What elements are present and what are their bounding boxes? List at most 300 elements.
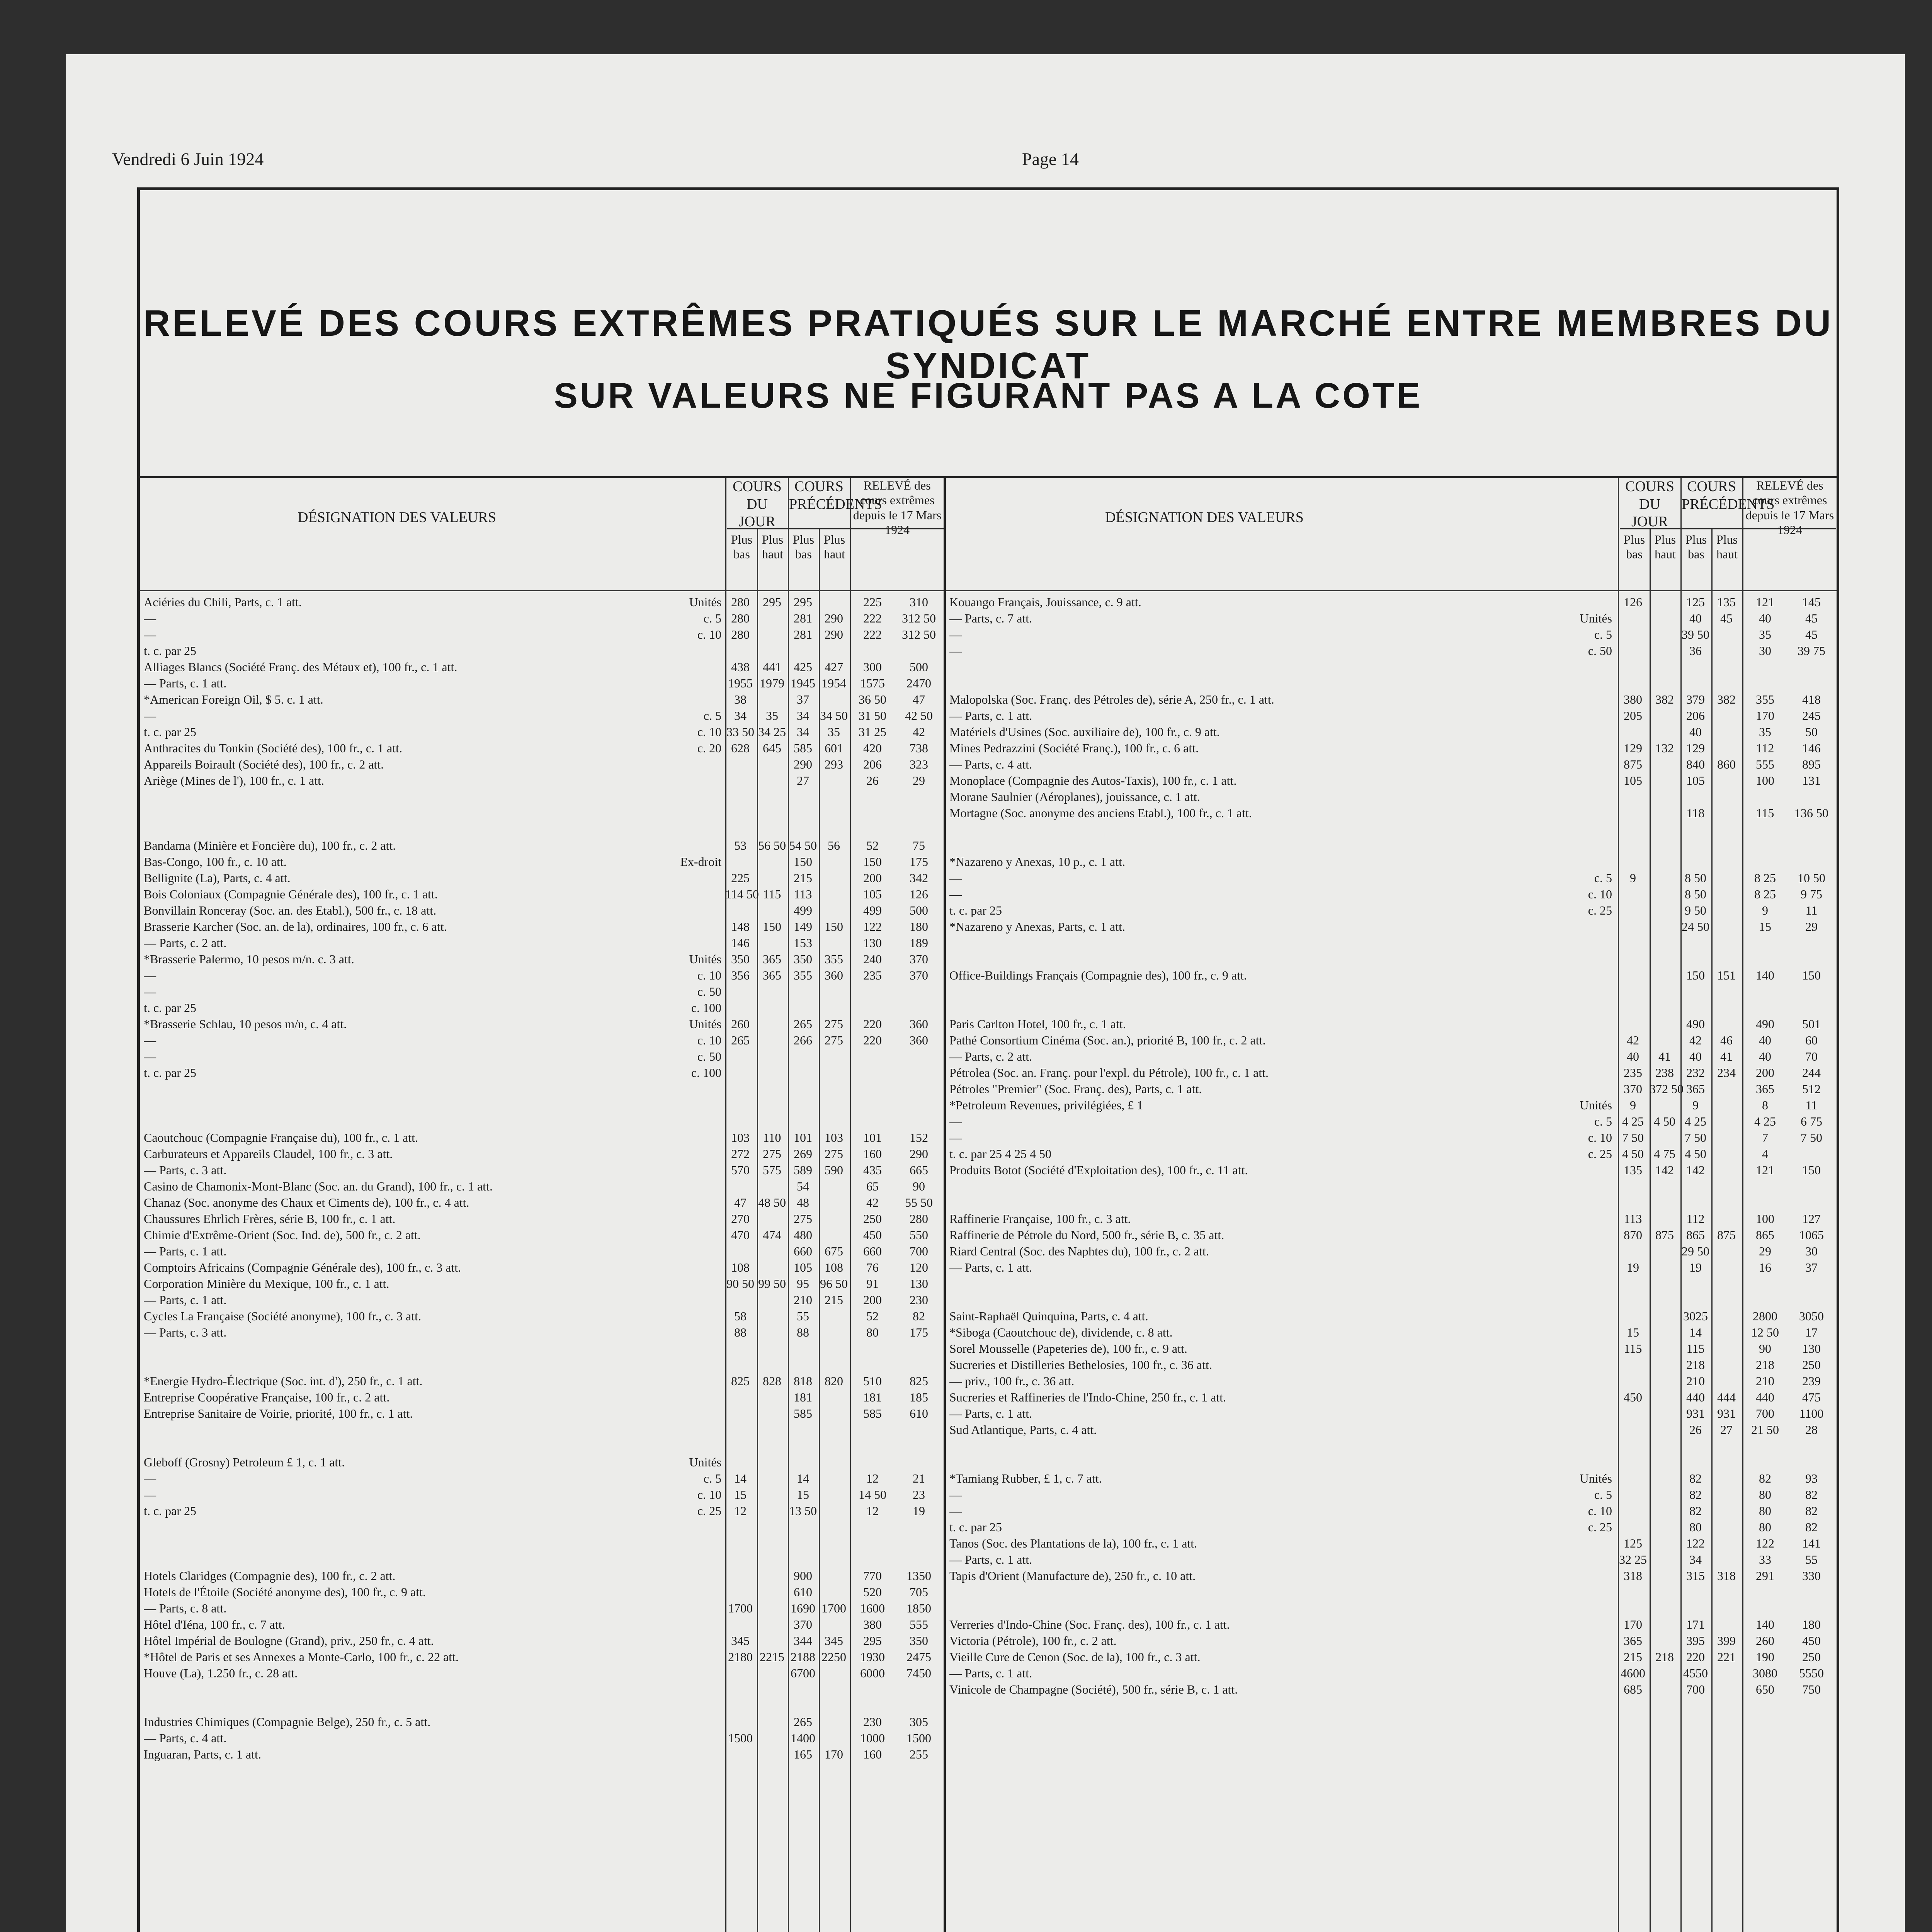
cours-jour-bas: 15 — [1627, 1325, 1639, 1339]
table-row — [144, 1162, 940, 1178]
cours-jour-header-right: COURS DU JOUR — [1625, 478, 1674, 530]
table-row — [144, 675, 940, 691]
table-row — [144, 935, 940, 951]
releve-bas: 121 — [1756, 595, 1774, 609]
cours-prec-bas: 142 — [1686, 1163, 1705, 1177]
releve-bas: 499 — [863, 903, 882, 917]
releve-bas: 200 — [863, 871, 882, 885]
cours-jour-bas: 2180 — [728, 1650, 753, 1664]
releve-haut: 130 — [910, 1277, 928, 1291]
table-row — [949, 1357, 1834, 1373]
table-row — [144, 1048, 940, 1065]
table-row — [144, 1649, 940, 1665]
table-row — [144, 1405, 940, 1422]
cours-prec-bas: 40 — [1689, 725, 1702, 739]
security-name: Sucreries et Distilleries Bethelosies, 100 fr., c. 36 att. — [949, 1358, 1212, 1372]
table-row — [144, 1243, 940, 1259]
releve-haut: 28 — [1805, 1423, 1818, 1437]
releve-haut: 750 — [1802, 1682, 1821, 1696]
cours-jour-haut: 372 50 — [1650, 1082, 1684, 1096]
security-name: Pétrolea (Soc. an. Franç. pour l'expl. du Pétrole), 100 fr., c. 1 att. — [949, 1066, 1269, 1080]
releve-bas: 190 — [1756, 1650, 1774, 1664]
security-name: Carburateurs et Appareils Claudel, 100 fr., c. 3 att. — [144, 1147, 393, 1161]
security-name: *American Foreign Oil, $ 5. c. 1 att. — [144, 692, 323, 706]
cours-prec-bas: 589 — [794, 1163, 812, 1177]
cours-jour-bas: 350 — [731, 952, 750, 966]
table-row — [949, 610, 1834, 626]
security-name: Hotels de l'Étoile (Société anonyme des), 100 fr., c. 9 att. — [144, 1585, 426, 1599]
designation-header-right: DÉSIGNATION DES VALEURS — [1105, 509, 1304, 526]
cours-jour-bas: 135 — [1624, 1163, 1642, 1177]
lot-unit: c. 5 — [703, 1471, 721, 1485]
table-row — [144, 805, 940, 821]
table-row — [949, 626, 1834, 643]
table-row — [949, 1438, 1834, 1454]
releve-haut: 290 — [910, 1147, 928, 1161]
cours-jour-bas: 215 — [1624, 1650, 1642, 1664]
security-name: Chaussures Ehrlich Frères, série B, 100 fr., c. 1 att. — [144, 1212, 396, 1226]
cours-prec-bas: 266 — [794, 1033, 812, 1047]
plus-haut-header: Plus haut — [823, 532, 845, 561]
security-name: — Parts, c. 3 att. — [144, 1325, 227, 1339]
plus-bas-header: Plus bas — [1685, 532, 1707, 561]
security-name: Bellignite (La), Parts, c. 4 att. — [144, 871, 291, 885]
center-rule — [944, 478, 946, 1932]
security-name: — — [144, 1488, 156, 1502]
table-row — [949, 659, 1834, 675]
cours-jour-haut: 56 50 — [758, 838, 786, 852]
releve-bas: 1575 — [860, 676, 885, 690]
cours-prec-bas: 9 50 — [1685, 903, 1706, 917]
releve-bas: 222 — [863, 611, 882, 625]
cours-prec-haut: 275 — [825, 1033, 843, 1047]
releve-bas: 440 — [1756, 1390, 1774, 1404]
releve-bas: 65 — [866, 1179, 879, 1193]
cours-prec-bas: 2188 — [791, 1650, 815, 1664]
releve-bas: 36 50 — [859, 692, 886, 706]
cours-prec-bas: 8 50 — [1685, 887, 1706, 901]
releve-haut: 75 — [913, 838, 925, 852]
lot-unit: Unités — [689, 952, 721, 966]
releve-haut: 475 — [1802, 1390, 1821, 1404]
table-row — [144, 1681, 940, 1697]
table-row — [949, 1146, 1834, 1162]
cours-prec-haut: 151 — [1717, 968, 1736, 982]
table-row — [949, 789, 1834, 805]
security-name: *Tamiang Rubber, £ 1, c. 7 att. — [949, 1471, 1102, 1485]
releve-bas: 100 — [1756, 1212, 1774, 1226]
releve-bas: 140 — [1756, 1617, 1774, 1631]
cours-prec-bas: 118 — [1686, 806, 1705, 820]
cours-prec-bas: 931 — [1686, 1406, 1705, 1420]
cours-prec-haut: 427 — [825, 660, 843, 674]
releve-bas: 40 — [1759, 611, 1771, 625]
table-row — [949, 1633, 1834, 1649]
security-name: t. c. par 25 — [144, 1504, 196, 1518]
security-name: t. c. par 25 — [949, 903, 1002, 917]
releve-bas: 91 — [866, 1277, 879, 1291]
lot-unit: c. 100 — [691, 1001, 721, 1015]
table-row — [144, 854, 940, 870]
cours-prec-bas: 215 — [794, 871, 812, 885]
releve-haut: 280 — [910, 1212, 928, 1226]
cours-prec-haut: 290 — [825, 628, 843, 641]
cours-prec-haut: 170 — [825, 1747, 843, 1761]
cours-prec-bas: 480 — [794, 1228, 812, 1242]
security-name: *Nazareno y Anexas, Parts, c. 1 att. — [949, 920, 1125, 934]
table-row — [144, 756, 940, 772]
releve-bas: 101 — [863, 1131, 882, 1145]
cours-jour-bas: 9 — [1630, 871, 1636, 885]
security-name: Pétroles "Premier" (Soc. Franç. des), Parts, c. 1 att. — [949, 1082, 1202, 1096]
releve-bas: 76 — [866, 1260, 879, 1274]
security-name: *Brasserie Schlau, 10 pesos m/n, c. 4 att. — [144, 1017, 347, 1031]
releve-haut: 255 — [910, 1747, 928, 1761]
cours-jour-bas: 113 — [1624, 1212, 1642, 1226]
cours-jour-bas: 280 — [731, 611, 750, 625]
cours-prec-bas: 4 25 — [1685, 1114, 1706, 1128]
releve-haut: 175 — [910, 855, 928, 869]
cours-jour-haut: 99 50 — [758, 1277, 786, 1291]
releve-haut: 1850 — [906, 1601, 931, 1615]
cours-prec-bas: 315 — [1686, 1569, 1705, 1583]
cours-jour-bas: 103 — [731, 1131, 750, 1145]
releve-haut: 145 — [1802, 595, 1821, 609]
security-name: *Nazareno y Anexas, 10 p., c. 1 att. — [949, 855, 1125, 869]
security-name: Malopolska (Soc. Franç. des Pétroles de), série A, 250 fr., c. 1 att. — [949, 692, 1274, 706]
table-row — [144, 1000, 940, 1016]
releve-bas: 80 — [1759, 1488, 1771, 1502]
cours-prec-bas: 37 — [797, 692, 809, 706]
cours-jour-bas: 450 — [1624, 1390, 1642, 1404]
table-row — [144, 1503, 940, 1519]
security-name: — Parts, c. 1 att. — [144, 676, 227, 690]
cours-prec-bas: 210 — [794, 1293, 812, 1307]
cours-jour-bas: 870 — [1624, 1228, 1642, 1242]
cours-prec-haut: 56 — [828, 838, 840, 852]
releve-haut: 93 — [1805, 1471, 1818, 1485]
cours-jour-bas: 88 — [734, 1325, 747, 1339]
releve-bas: 160 — [863, 1747, 882, 1761]
cours-prec-bas: 610 — [794, 1585, 812, 1599]
cours-prec-haut: 860 — [1717, 757, 1736, 771]
cours-prec-bas: 350 — [794, 952, 812, 966]
releve-bas: 121 — [1756, 1163, 1774, 1177]
table-row — [144, 837, 940, 854]
releve-bas: 365 — [1756, 1082, 1774, 1096]
releve-bas: 260 — [1756, 1634, 1774, 1648]
security-name: — — [144, 1049, 156, 1063]
releve-haut: 10 50 — [1798, 871, 1825, 885]
cours-jour-bas: 148 — [731, 920, 750, 934]
table-row — [949, 1178, 1834, 1194]
releve-bas: 12 — [866, 1471, 879, 1485]
cours-jour-haut: 365 — [763, 968, 781, 982]
security-name: *Brasserie Palermo, 10 pesos m/n. c. 3 att. — [144, 952, 354, 966]
cours-prec-bas: 27 — [797, 774, 809, 787]
releve-bas: 9 — [1762, 903, 1768, 917]
cours-prec-bas: 34 — [1689, 1553, 1702, 1566]
cours-prec-bas: 281 — [794, 611, 812, 625]
lot-unit: c. 5 — [1594, 871, 1612, 885]
releve-haut: 11 — [1805, 903, 1818, 917]
cours-prec-bas: 181 — [794, 1390, 812, 1404]
security-name: Tapis d'Orient (Manufacture de), 250 fr., c. 10 att. — [949, 1569, 1196, 1583]
cours-jour-bas: 825 — [731, 1374, 750, 1388]
cours-jour-haut: 4 75 — [1654, 1147, 1675, 1161]
cours-jour-haut: 48 50 — [758, 1196, 786, 1209]
security-name: — Parts, c. 2 att. — [949, 1049, 1032, 1063]
cours-jour-bas: 9 — [1630, 1098, 1636, 1112]
releve-bas: 230 — [863, 1715, 882, 1729]
table-row — [949, 724, 1834, 740]
cours-jour-haut: 828 — [763, 1374, 781, 1388]
table-row — [144, 626, 940, 643]
releve-bas: 660 — [863, 1244, 882, 1258]
lot-unit: c. 50 — [697, 985, 721, 998]
cours-prec-haut: 1954 — [821, 676, 846, 690]
cours-jour-bas: 34 — [734, 709, 747, 723]
releve-header-right: RELEVÉ des cours extrêmes depuis le 17 Mars 1924 — [1745, 478, 1834, 537]
table-row — [144, 1276, 940, 1292]
security-name: Tanos (Soc. des Plantations de la), 100 fr., c. 1 att. — [949, 1536, 1197, 1550]
table-row — [949, 1211, 1834, 1227]
security-name: Casino de Chamonix-Mont-Blanc (Soc. an. du Grand), 100 fr., c. 1 att. — [144, 1179, 493, 1193]
releve-bas: 105 — [863, 887, 882, 901]
releve-bas: 218 — [1756, 1358, 1774, 1372]
table-row — [144, 1454, 940, 1470]
security-name: Hotels Claridges (Compagnie des), 100 fr., c. 2 att. — [144, 1569, 396, 1583]
releve-haut: 82 — [1805, 1488, 1818, 1502]
releve-haut: 312 50 — [902, 611, 936, 625]
security-name: — — [949, 1488, 962, 1502]
lot-unit: c. 10 — [1588, 887, 1612, 901]
lot-unit: c. 10 — [1588, 1504, 1612, 1518]
cours-prec-haut: 234 — [1717, 1066, 1736, 1080]
releve-haut: 37 — [1805, 1260, 1818, 1274]
lot-unit: c. 5 — [1594, 1114, 1612, 1128]
cours-jour-bas: 438 — [731, 660, 750, 674]
table-row — [949, 1032, 1834, 1048]
table-row — [144, 1470, 940, 1486]
releve-bas: 82 — [1759, 1471, 1771, 1485]
releve-bas: 140 — [1756, 968, 1774, 982]
releve-haut: 3050 — [1799, 1309, 1824, 1323]
releve-haut: 312 50 — [902, 628, 936, 641]
lot-unit: Unités — [689, 1017, 721, 1031]
lot-unit: c. 25 — [1588, 1147, 1612, 1161]
plus-bas-header: Plus bas — [1623, 532, 1645, 561]
security-name: Chanaz (Soc. anonyme des Chaux et Ciments de), 100 fr., c. 4 att. — [144, 1196, 469, 1209]
table-row — [949, 772, 1834, 789]
security-name: Anthracites du Tonkin (Société des), 100 fr., c. 1 att. — [144, 741, 403, 755]
left-rows — [144, 594, 940, 1762]
releve-haut: 127 — [1802, 1212, 1821, 1226]
cours-prec-haut: 382 — [1717, 692, 1736, 706]
cours-prec-bas: 490 — [1686, 1017, 1705, 1031]
cours-prec-bas: 265 — [794, 1715, 812, 1729]
security-name: — Parts, c. 4 att. — [949, 757, 1032, 771]
table-row — [949, 1340, 1834, 1357]
releve-bas: 770 — [863, 1569, 882, 1583]
table-row — [144, 967, 940, 983]
cours-prec-haut: 150 — [825, 920, 843, 934]
cours-prec-bas: 80 — [1689, 1520, 1702, 1534]
releve-haut: 17 — [1805, 1325, 1818, 1339]
releve-bas: 90 — [1759, 1342, 1771, 1355]
security-name: — Parts, c. 2 att. — [144, 936, 227, 950]
cours-jour-bas: 33 50 — [726, 725, 754, 739]
releve-haut: 19 — [913, 1504, 925, 1518]
releve-haut: 244 — [1802, 1066, 1821, 1080]
security-name: — — [949, 1131, 962, 1145]
lot-unit: c. 25 — [1588, 1520, 1612, 1534]
cours-jour-bas: 32 25 — [1619, 1553, 1647, 1566]
releve-bas: 1600 — [860, 1601, 885, 1615]
cours-prec-bas: 36 — [1689, 644, 1702, 658]
releve-bas: 112 — [1756, 741, 1774, 755]
table-row — [144, 1308, 940, 1324]
table-row — [949, 1227, 1834, 1243]
releve-haut: 310 — [910, 595, 928, 609]
table-row — [949, 1243, 1834, 1259]
releve-bas: 40 — [1759, 1033, 1771, 1047]
cours-prec-bas: 865 — [1686, 1228, 1705, 1242]
cours-prec-bas: 818 — [794, 1374, 812, 1388]
table-row — [949, 1486, 1834, 1503]
releve-haut: 610 — [910, 1406, 928, 1420]
table-row — [949, 1649, 1834, 1665]
table-row — [949, 1129, 1834, 1146]
releve-bas: 170 — [1756, 709, 1774, 723]
releve-bas: 225 — [863, 595, 882, 609]
security-name: — Parts, c. 1 att. — [949, 1260, 1032, 1274]
releve-haut: 555 — [910, 1617, 928, 1631]
table-row — [144, 1324, 940, 1340]
releve-haut: 350 — [910, 1634, 928, 1648]
cours-jour-haut: 238 — [1655, 1066, 1674, 1080]
security-name: — Parts, c. 3 att. — [144, 1163, 227, 1177]
security-name: Mines Pedrazzini (Société Franç.), 100 fr., c. 6 att. — [949, 741, 1199, 755]
security-name: — Parts, c. 1 att. — [949, 1666, 1032, 1680]
cours-prec-bas: 153 — [794, 936, 812, 950]
releve-bas: 291 — [1756, 1569, 1774, 1583]
releve-haut: 11 — [1805, 1098, 1818, 1112]
cours-prec-bas: 13 50 — [789, 1504, 817, 1518]
security-name: Kouango Français, Jouissance, c. 9 att. — [949, 595, 1141, 609]
security-name: — priv., 100 fr., c. 36 att. — [949, 1374, 1075, 1388]
releve-haut: 512 — [1802, 1082, 1821, 1096]
security-name: Riard Central (Soc. des Naphtes du), 100 fr., c. 2 att. — [949, 1244, 1209, 1258]
releve-haut: 50 — [1805, 725, 1818, 739]
lot-unit: c. 20 — [697, 741, 721, 755]
security-name: Pathé Consortium Cinéma (Soc. an.), priorité B, 100 fr., c. 2 att. — [949, 1033, 1266, 1047]
cours-prec-bas: 26 — [1689, 1423, 1702, 1437]
cours-jour-haut: 41 — [1658, 1049, 1671, 1063]
table-row — [144, 724, 940, 740]
releve-bas: 555 — [1756, 757, 1774, 771]
releve-bas: 122 — [863, 920, 882, 934]
cours-jour-bas: 170 — [1624, 1617, 1642, 1631]
table-row — [144, 1373, 940, 1389]
cours-prec-haut: 360 — [825, 968, 843, 982]
cours-jour-haut: 575 — [763, 1163, 781, 1177]
cours-prec-bas: 218 — [1686, 1358, 1705, 1372]
releve-haut: 305 — [910, 1715, 928, 1729]
security-name: Saint-Raphaël Quinquina, Parts, c. 4 att. — [949, 1309, 1148, 1323]
table-row — [144, 1438, 940, 1454]
cours-prec-haut: 96 50 — [820, 1277, 848, 1291]
releve-bas: 300 — [863, 660, 882, 674]
table-row — [949, 643, 1834, 659]
releve-haut: 360 — [910, 1033, 928, 1047]
cours-prec-header-left: COURS PRÉCÉDENTS — [789, 478, 882, 512]
security-name: — — [144, 1471, 156, 1485]
cours-prec-bas: 440 — [1686, 1390, 1705, 1404]
releve-bas: 865 — [1756, 1228, 1774, 1242]
cours-jour-bas: 47 — [734, 1196, 747, 1209]
releve-bas: 150 — [863, 855, 882, 869]
security-name: Sud Atlantique, Parts, c. 4 att. — [949, 1423, 1097, 1437]
security-name: t. c. par 25 — [144, 644, 196, 658]
cours-prec-bas: 122 — [1686, 1536, 1705, 1550]
lot-unit: c. 50 — [697, 1049, 721, 1063]
table-row — [144, 691, 940, 707]
table-row — [144, 1665, 940, 1681]
table-row — [144, 659, 940, 675]
table-row — [144, 1113, 940, 1129]
releve-bas: 181 — [863, 1390, 882, 1404]
releve-haut: 360 — [910, 1017, 928, 1031]
cours-prec-haut: 35 — [828, 725, 840, 739]
cours-prec-bas: 425 — [794, 660, 812, 674]
releve-bas: 31 50 — [859, 709, 886, 723]
table-row — [144, 1292, 940, 1308]
cours-jour-bas: 40 — [1627, 1049, 1639, 1063]
cours-prec-bas: 840 — [1686, 757, 1705, 771]
releve-bas: 510 — [863, 1374, 882, 1388]
cours-prec-bas: 113 — [794, 887, 812, 901]
table-row — [144, 1081, 940, 1097]
cours-jour-bas: 14 — [734, 1471, 747, 1485]
table-row — [144, 1697, 940, 1714]
releve-haut: 239 — [1802, 1374, 1821, 1388]
security-name: Raffinerie de Pétrole du Nord, 500 fr., série B, c. 35 att. — [949, 1228, 1225, 1242]
cours-jour-haut: 110 — [763, 1131, 781, 1145]
cours-jour-bas: 126 — [1624, 595, 1642, 609]
cours-prec-bas: 34 — [797, 709, 809, 723]
table-row — [949, 1616, 1834, 1633]
cours-prec-bas: 82 — [1689, 1471, 1702, 1485]
table-row — [144, 594, 940, 610]
releve-haut: 141 — [1802, 1536, 1821, 1550]
cours-prec-bas: 232 — [1686, 1066, 1705, 1080]
cours-jour-haut: 1979 — [760, 676, 784, 690]
table-row — [144, 1146, 940, 1162]
releve-bas: 26 — [866, 774, 879, 787]
lot-unit: c. 10 — [697, 1488, 721, 1502]
cours-jour-bas: 685 — [1624, 1682, 1642, 1696]
releve-haut: 7 50 — [1801, 1131, 1822, 1145]
releve-bas: 435 — [863, 1163, 882, 1177]
table-row — [144, 1535, 940, 1551]
releve-bas: 21 50 — [1751, 1423, 1779, 1437]
releve-haut: 39 75 — [1798, 644, 1825, 658]
releve-haut: 150 — [1802, 1163, 1821, 1177]
cours-prec-bas: 281 — [794, 628, 812, 641]
releve-bas: 250 — [863, 1212, 882, 1226]
cours-prec-haut: 355 — [825, 952, 843, 966]
